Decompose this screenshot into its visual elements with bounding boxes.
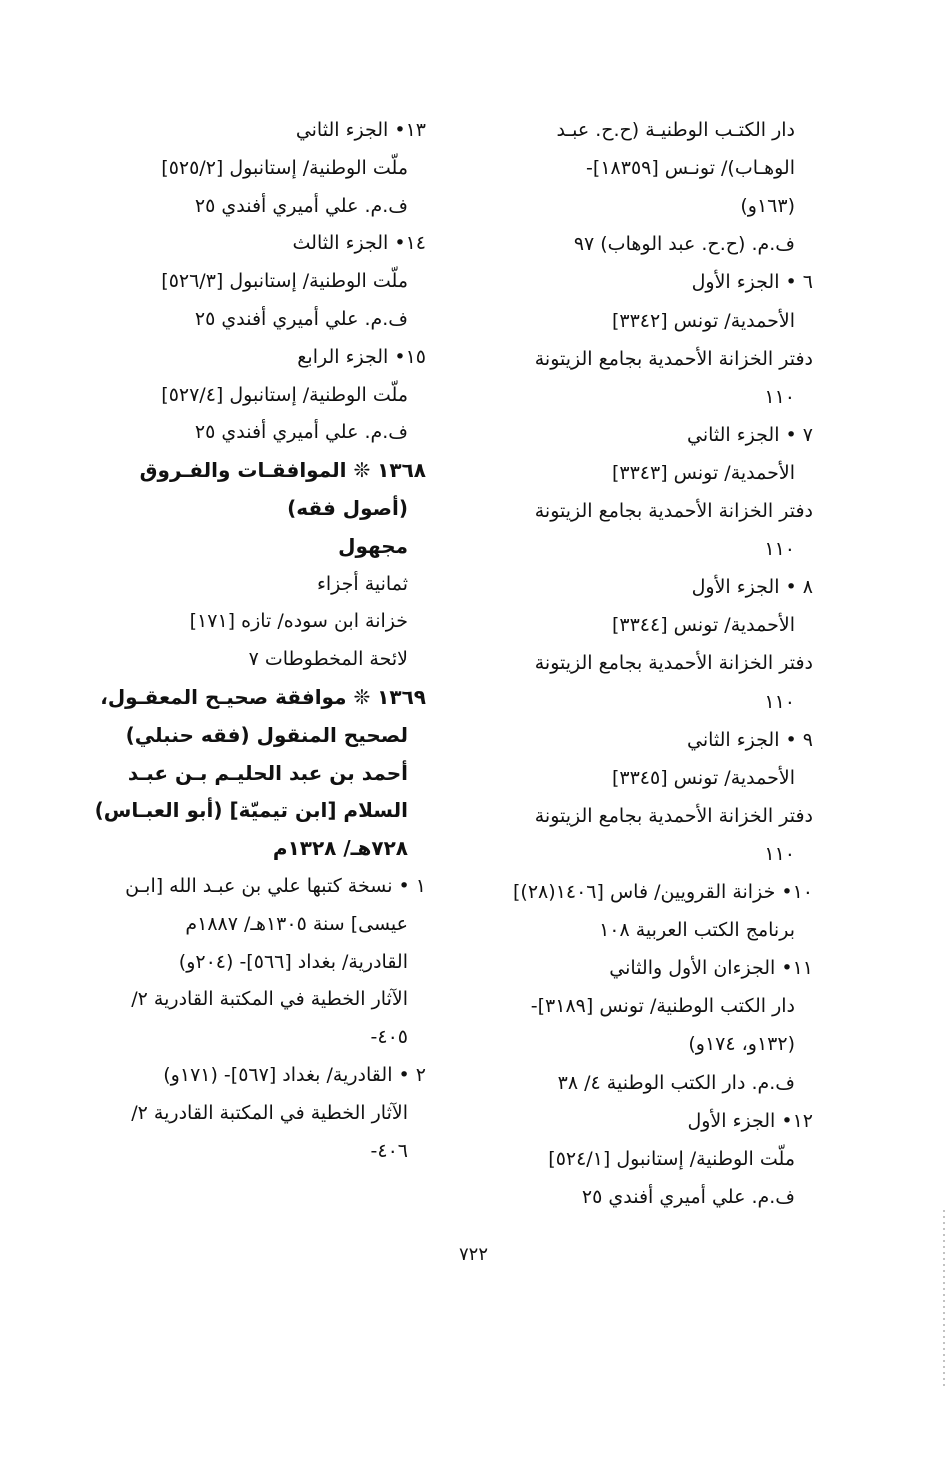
entry-line: ملّت الوطنية/ إستانبول [٥٢٥/٢]: [161, 156, 408, 179]
entry-line: ١٤• الجزء الثالث: [292, 232, 426, 255]
entry-line: الوهـاب)/ تونـس [١٨٣٥٩]-: [586, 157, 795, 180]
entry-line: ١١٠: [764, 690, 795, 713]
entry-line: ٩ • الجزء الثاني: [686, 728, 813, 751]
entry-line: ١٢• الجزء الأول: [687, 1109, 813, 1132]
entry-line: (١٦٣و): [740, 195, 795, 218]
entry-line: الأحمدية/ تونس [٣٣٤٢]: [611, 309, 795, 332]
entry-line: ١١٠: [764, 385, 795, 408]
entry-line: دار الكتب الوطنية/ تونس [٣١٨٩]-: [530, 995, 795, 1018]
entry-heading-line: ١٣٦٨ ❊ الموافقـات والفـروق: [139, 458, 426, 483]
entry-heading-line: لصحيح المنقول (فقه حنبلي): [125, 722, 408, 747]
entry-line: ٦ • الجزء الأول: [691, 271, 813, 294]
entry-line: ١٣• الجزء الثاني: [295, 119, 426, 141]
entry-line: خزانة ابن سوده/ تازه [١٧١]: [189, 610, 408, 633]
entry-line: ف.م. دار الكتب الوطنية ٤/ ٣٨: [557, 1071, 795, 1094]
entry-line: ثمانية أجزاء: [316, 572, 408, 595]
entry-line: عيسى] سنة ١٣٠٥هـ/ ١٨٨٧م: [185, 912, 408, 935]
entry-line: ف.م. (ح.ح. عبد الوهاب) ٩٧: [573, 233, 795, 256]
entry-line: ٨ • الجزء الأول: [691, 576, 813, 599]
entry-line: (١٣٢و، ١٧٤و): [688, 1033, 795, 1056]
entry-line: ١١• الجزءان الأول والثاني: [609, 957, 813, 980]
entry-line: ١١٠: [764, 842, 795, 865]
entry-line: ٤٠٥-: [370, 1026, 408, 1049]
entry-line: ١٥• الجزء الرابع: [297, 345, 426, 368]
entry-line: الأحمدية/ تونس [٣٣٤٤]: [611, 614, 795, 637]
entry-line: الآثار الخطية في المكتبة القادرية ٢/: [131, 1101, 408, 1124]
entry-line: الآثار الخطية في المكتبة القادرية ٢/: [131, 988, 408, 1011]
entry-line: ٧ • الجزء الثاني: [686, 423, 813, 446]
entry-line: دار الكتـب الوطنيـة (ح.ح. عبـد: [556, 119, 795, 141]
entry-heading-line: مجهول: [338, 533, 408, 558]
entry-line: ف.م. علي أميري أفندي ٢٥: [194, 308, 408, 330]
entry-line: دفتر الخزانة الأحمدية بجامع الزيتونة: [534, 652, 813, 675]
entry-line: ملّت الوطنية/ إستانبول [٥٢٦/٣]: [161, 270, 408, 293]
entry-line: الأحمدية/ تونس [٣٣٤٣]: [611, 461, 795, 484]
entry-line: ملّت الوطنية/ إستانبول [٥٢٤/١]: [548, 1147, 795, 1170]
entry-heading-line: أحمد بن عبد الحليـم بـن عبـد: [127, 760, 408, 785]
entry-line: القادرية/ بغداد [٥٦٦]- (٢٠٤و): [178, 950, 408, 973]
entry-line: ف.م. علي أميري أفندي ٢٥: [581, 1185, 795, 1208]
entry-line: ١٠• خزانة القرويين/ فاس [١٤٠٦(٢٨)]: [513, 881, 813, 903]
entry-line: دفتر الخزانة الأحمدية بجامع الزيتونة: [534, 347, 813, 370]
entry-line: ف.م. علي أميري أفندي ٢٥: [194, 194, 408, 217]
page-number: ٧٢٢: [458, 1244, 488, 1265]
entry-heading-line: (أصول فقه): [287, 496, 408, 520]
entry-heading-line: ١٣٦٩ ❊ موافقة صحيـح المعقـول،: [100, 685, 426, 709]
entry-line: برنامج الكتب العربية ١٠٨: [599, 919, 795, 942]
entry-heading-line: السلام [ابن تيميّة] (أبو العبـاس): [94, 798, 408, 823]
scan-edge-marks: [943, 1210, 945, 1390]
entry-line: دفتر الخزانة الأحمدية بجامع الزيتونة: [534, 500, 813, 522]
entry-line: ١١٠: [764, 538, 795, 561]
entry-heading-line: ٧٢٨هـ/ ١٣٢٨م: [272, 836, 408, 861]
entry-line: لائحة المخطوطات ٧: [248, 648, 408, 671]
entry-line: ٤٠٦-: [370, 1139, 408, 1162]
entry-line: دفتر الخزانة الأحمدية بجامع الزيتونة: [534, 804, 813, 827]
entry-line: الأحمدية/ تونس [٣٣٤٥]: [611, 766, 795, 789]
entry-line: ف.م. علي أميري أفندي ٢٥: [194, 421, 408, 444]
entry-line: ٢ • القادرية/ بغداد [٥٦٧]- (١٧١و): [163, 1064, 426, 1086]
entry-line: ملّت الوطنية/ إستانبول [٥٢٧/٤]: [161, 383, 408, 406]
entry-line: ١ • نسخة كتبها علي بن عبـد الله [ابـن: [125, 875, 426, 897]
